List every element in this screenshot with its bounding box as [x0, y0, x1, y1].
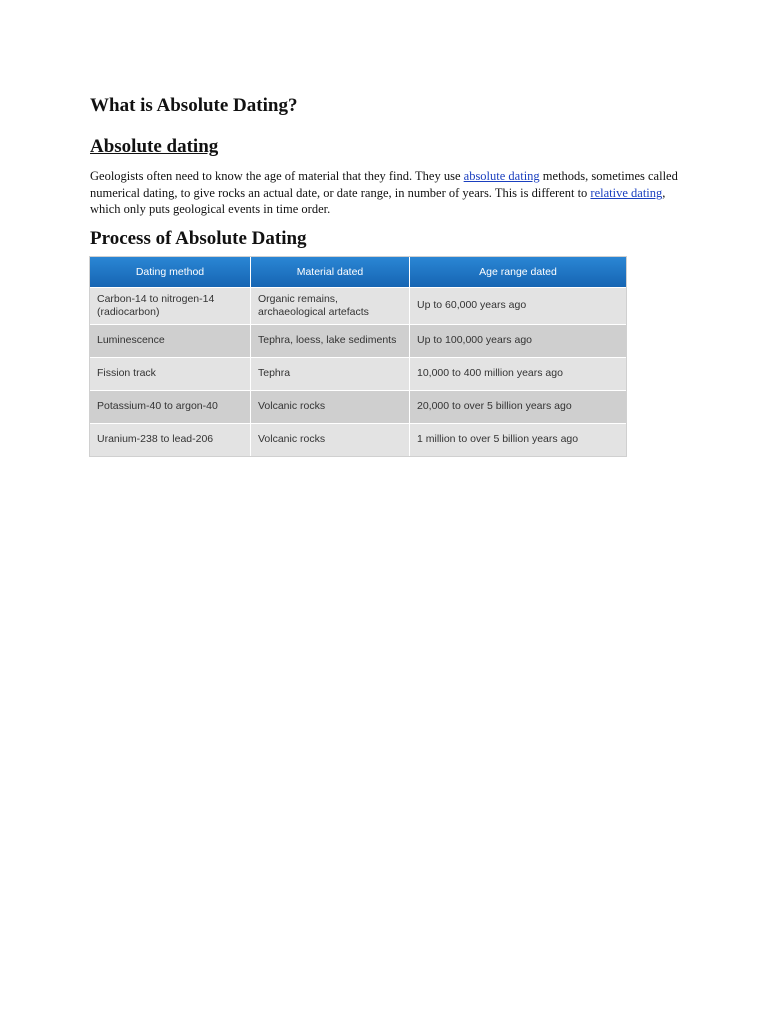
relative-dating-link[interactable]: relative dating [590, 185, 663, 200]
table-cell: Luminescence [90, 324, 251, 357]
header-material-dated: Material dated [251, 257, 410, 288]
dating-methods-table [90, 257, 626, 456]
page-title: What is Absolute Dating? [90, 95, 298, 116]
table-cell: Up to 100,000 years ago [410, 324, 627, 357]
table-row [90, 390, 626, 423]
table-cell: Up to 60,000 years ago [410, 287, 627, 324]
process-heading: Process of Absolute Dating [90, 227, 307, 249]
table-row [90, 324, 626, 357]
table-cell: Volcanic rocks [251, 423, 410, 456]
header-age-range: Age range dated [410, 257, 627, 288]
paragraph-text-2: methods, sometimes called numerical dating, to give rocks an actual date, or date range, in number of years. This is different to [90, 169, 678, 200]
table-cell: Volcanic rocks [251, 390, 410, 423]
paragraph-text-3: , which only puts geological events in time order. [90, 185, 666, 216]
table-cell: 10,000 to 400 million years ago [410, 357, 627, 390]
table-cell: 20,000 to over 5 billion years ago [410, 390, 627, 423]
table-row [90, 423, 626, 456]
table-cell: 1 million to over 5 billion years ago [410, 423, 627, 456]
header-dating-method: Dating method [90, 257, 251, 288]
table-row [90, 357, 626, 390]
section-heading: Absolute dating [90, 136, 219, 157]
table-cell: Fission track [90, 357, 251, 390]
table-cell: Carbon-14 to nitrogen-14 (radiocarbon) [90, 287, 251, 324]
table-cell: Organic remains, archaeological artefacts [251, 287, 410, 324]
table-cell: Uranium-238 to lead-206 [90, 423, 251, 456]
table-header-row [90, 257, 626, 288]
paragraph-text-1: Geologists often need to know the age of material that they find. They use [90, 169, 464, 183]
table-cell: Potassium-40 to argon-40 [90, 390, 251, 423]
intro-paragraph [90, 168, 680, 218]
table-cell: Tephra, loess, lake sediments [251, 324, 410, 357]
absolute-dating-link[interactable]: absolute dating [463, 169, 540, 183]
table-row [90, 287, 626, 324]
table-cell: Tephra [251, 357, 410, 390]
